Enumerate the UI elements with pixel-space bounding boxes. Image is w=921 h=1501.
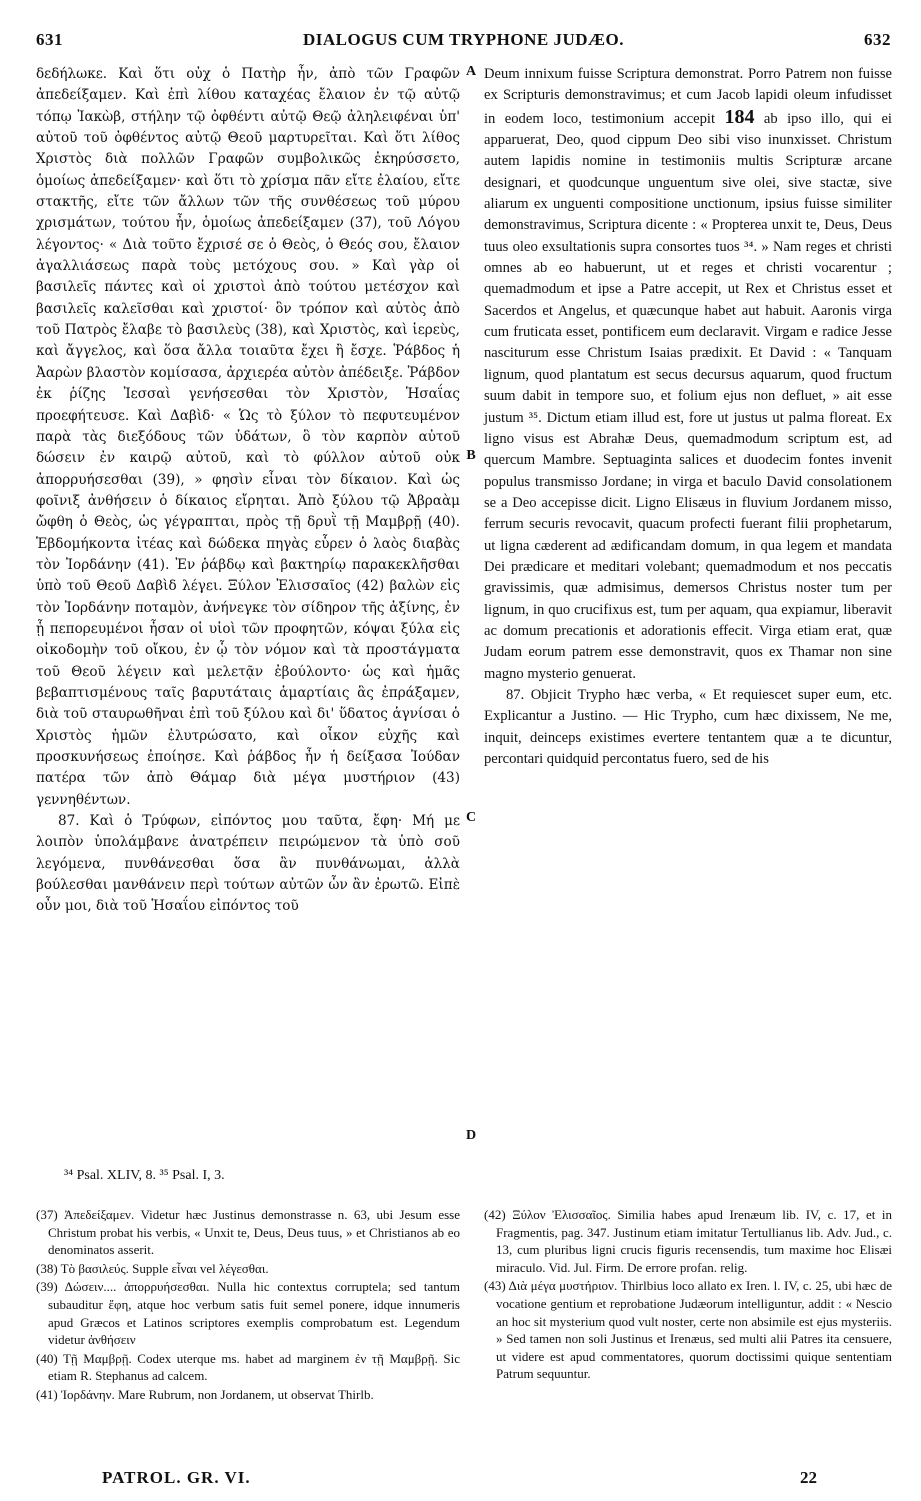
page-number-left: 631 [36, 30, 63, 49]
original-page-marker: 184 [724, 105, 755, 128]
footnote: (42) Ξύλον Ἐλισσαῖος. Similia habes apud Irenæum lib. IV, c. 17, et in Fragmentis, pag. 347. Justinum etiam imitatur Tertullianus lib. Adv. Jud., c. 13, cum pluribus ligni crucis figuris recensendis, tum maxime hoc Elisæi miraculo. Vid. Jul. Firm. De errore profan. relig. [484, 1207, 892, 1275]
footnote: (38) Τὸ βασιλεύς. Supple εἶναι vel λέγεσθαι. [36, 1260, 269, 1276]
footer-signature: 22 [800, 1468, 817, 1487]
margin-marker-a: A [465, 64, 477, 79]
margin-marker-c: C [465, 810, 477, 825]
footnote: (40) Τῇ Μαμβρῇ. Codex uterque ms. habet ad marginem ἐν τῇ Μαμβρῇ. Sic etiam R. Stephanus ad calcem. [36, 1350, 460, 1384]
footnote: (39) Δώσειν.... ἀπορρυήσεσθαι. Nulla hic contextus corruptela; sed tantum subauditur ἔφη, atque hoc verbum satis fuit semel ponere, idque innumeris apud Græcos et Latinos scriptores exemplis comprobatum est. Legendum videtur ἀνθήσειν [36, 1279, 460, 1348]
latin-paragraph: Deum innixum fuisse Scriptura demonstrat. Porro Patrem non fuisse ex Scripturis demonstravimus; et cum Jacob lapidi oleum infudisset in eodem loco, testimonium accepit 184 ab ipso illo, qui ei apparuerat, Deo, quod cippum Deo sibi viso inunxisset. Christum autem lapidis nomine in testimoniis multis Scripturæ arcane designari, et quodcunque unguentum sive olei, sive stactæ, sive aliarum ex unguenti compositione unctionum, ipsius fuisse similiter demonstravimus, Scriptura dicente : « Propterea unxit te, Deus, Deus tuus oleo exsultationis supra consortes tuos ³⁴. » Nam reges et christi omnes ab eo habuerunt, ut et reges et christi vocarentur ; quemadmodum et ipse a Patre accepit, ut Rex et Christus esset et Sacerdos et Angelus, et quæcunque habet aut habuit. Aaronis virga cum fruticata esset, pontificem eum declaravit. Virgam e radice Jesse nasciturum esse Christum Isaias prædixit. Et David : « Tanquam lignum, quod plantatum est secus decursus aquarum, quod fructum suum dabit in tempore suo, et folium ejus non defluet, » ait esse justum ³⁵. Dictum etiam illud est, fore ut justus ut palma floreat. Ex ligno visus est Abrahæ Deus, quemadmodum scriptum est, ad quercum Mambre. Septuaginta salices et duodecim fontes invenit populus transmisso Jordane; in virga et baculo David consolationem se a Deo accepisse dicit. Ligno Elisæus in fluvium Jordanem misso, ferrum securis revocavit, quacum profecti fuerant filii prophetarum, ut ligna cæderent ad ædificandam domum, in qua legem et mandata Dei prædicare et meditari volebant; quemadmodum et nos peccatis gravissimis, quæ admisimus, demersos Christus noster tum per lignum, in quo crucifixus est, tum per aquam, qua expiamur, liberavit ac domum precationis et adorationis effecit. Virga etiam erat, quæ Judam eorum patrem esse demonstravit, quos ex Thamar non sine magno mysterio genuerat. [484, 66, 892, 682]
running-title: DIALOGUS CUM TRYPHONE JUDÆO. [303, 30, 624, 49]
page-header [36, 30, 891, 60]
margin-marker-d: D [465, 1128, 477, 1143]
latin-text-column [484, 64, 892, 770]
greek-text-column [36, 64, 460, 918]
greek-paragraph: δεδήλωκε. Καὶ ὅτι οὐχ ὁ Πατὴρ ἦν, ἀπὸ τῶν Γραφῶν ἀπεδείξαμεν. Καὶ ἐπὶ λίθου καταχέας ἔλαιον ἐν τῷ αὐτῷ τόπῳ Ἰακὼβ, στήλην τῷ ὀφθέντι αὐτῷ Θεῷ ἀληλειφέναι ὑπ' αὐτοῦ τοῦ ὀφθέντος αὐτῷ Θεοῦ μαρτυρεῖται. Καὶ ὅτι λίθος Χριστὸς διὰ πολλῶν Γραφῶν συμβολικῶς ἐκηρύσσετο, ὁμοίως ἀπεδείξαμεν· καὶ ὅτι τὸ χρίσμα πᾶν εἴτε ἐλαίου, εἴτε στακτῆς, εἴτε τῶν ἄλλων τῶν τῆς συνθέσεως τοῦ μύρου χρισμάτων, τούτου ἦν, ὁμοίως ἀπεδείξαμεν (37), τοῦ Λόγου λέγοντος· « Διὰ τοῦτο ἔχρισέ σε ὁ Θεὸς, ὁ Θεός σου, ἔλαιον ἀγαλλιάσεως παρὰ τοὺς μετόχους σου. » Καὶ γὰρ οἱ βασιλεῖς πάντες καὶ οἱ χριστοὶ ἀπὸ τούτου μετέσχον καὶ βασιλεῖς καλεῖσθαι καὶ χριστοί· ὃν τρόπον καὶ αὐτὸς ἀπὸ τοῦ Πατρὸς ἔλαβε τὸ βασιλεὺς (38), καὶ Χριστὸς, καὶ ἱερεὺς, καὶ ἄγγελος, καὶ ὅσα ἄλλα τοιαῦτα ἔχει ἢ ἔσχε. Ῥάβδος ἡ Ἀαρὼν βλαστὸν κομίσασα, ἀρχιερέα αὐτὸν ἀπέδειξε. Ῥάβδον ἐκ ῥίζης Ἰεσσαὶ γενήσεσθαι τὸν Χριστὸν, Ἡσαΐας προεφήτευσε. Καὶ Δαβὶδ· « Ὡς τὸ ξύλον τὸ πεφυτευμένον παρὰ τὰς διεξόδους τῶν ὑδάτων, ὃ τὸν καρπὸν αὐτοῦ δώσειν ἐν καιρῷ αὐτοῦ, καὶ τὸ φύλλον αὐτοῦ οὐκ ἀπορρυήσεσθαι (39), » φησὶν εἶναι τὸν δίκαιον. Καὶ ὡς φοῖνιξ ἀνθήσειν ὁ δίκαιος εἴρηται. Ἀπὸ ξύλου τῷ Ἀβραὰμ ὤφθη ὁ Θεὸς, ὡς γέγραπται, πρὸς τῇ δρυῒ τῇ Μαμβρῇ (40). Ἑβδομήκοντα ἰτέας καὶ δώδεκα πηγὰς εὗρεν ὁ λαὸς διαβὰς τὸν Ἰορδάνην (41). Ἐν ῥάβδῳ καὶ βακτηρίῳ παρακεκλῆσθαι ὑπὸ τοῦ Θεοῦ Δαβὶδ λέγει. Ξύλον Ἐλισσαῖος (42) βαλὼν εἰς τὸν Ἰορδάνην ποταμὸν, ἀνήνεγκε τὸν σίδηρον τῆς ἀξίνης, ἐν ᾗ πεπορευμένοι ἦσαν οἱ υἱοὶ τῶν προφητῶν, κόψαι ξύλα εἰς οἰκοδομὴν τοῦ οἴκου, ἐν ᾧ τὸν νόμον καὶ τὰ προστάγματα τοῦ Θεοῦ λέγειν καὶ μελετᾷν ἐβούλοντο· ὡς καὶ ἡμᾶς βεβαπτισμένους ταῖς βαρυτάταις ἁμαρτίαις ἃς ἐπράξαμεν, διὰ τοῦ σταυρωθῆναι ἐπὶ τοῦ ξύλου καὶ δι' ὕδατος ἁγνίσαι ὁ Χριστὸς ἡμῶν ἐλυτρώσατο, καὶ οἶκον εὐχῆς καὶ προσκυνήσεως ἐποίησε. Καὶ ῥάβδος ἦν ἡ δείξασα Ἰούδαν πατέρα τῶν ἀπὸ Θάμαρ διὰ μέγα μυστήριον (43) γεννηθέντων. [36, 66, 460, 808]
greek-paragraph: 87. Καὶ ὁ Τρύφων, εἰπόντος μου ταῦτα, ἔφη· Μή με λοιπὸν ὑπολάμβανε ἀνατρέπειν πειρώμενον τὰ ὑπὸ σοῦ λεγόμενα, πυνθάνεσθαι ὅσα ἂν πυνθάνωμαι, ἀλλὰ βούλεσθαι μανθάνειν περὶ τούτων αὐτῶν ὧν ἂν ἐρωτῶ. Εἰπὲ οὖν μοι, διὰ τοῦ Ἡσαΐου εἰπόντος τοῦ [36, 813, 460, 915]
footnotes-right [484, 1206, 892, 1384]
footnote: (37) Ἀπεδείξαμεν. Videtur hæc Justinus demonstrasse n. 63, ubi Jesum esse Christum probat his verbis, « Unxit te, Deus, Deus tuus, » et Christianos ab eo denominatos asserit. [36, 1207, 460, 1258]
footnote: (41) Ἰορδάνην. Mare Rubrum, non Jordanem, ut observat Thirlb. [36, 1386, 374, 1402]
footnote: (43) Διὰ μέγα μυστήριον. Thirlbius loco allato ex Iren. l. IV, c. 25, ubi hæc de vocatione gentium et reprobatione Judæorum intelliguntur, addit : « Nescio an hoc sit mysterium quod vult noster, certe non absimile est ejus mysteriis. » Sed tamen non soli Justinus et Irenæus, sed multi alii Patres ita censuere, ut videre est apud commentatores, quorum doctissimi quique sententiam Patrum sequuntur. [484, 1278, 892, 1382]
margin-marker-b: B [466, 448, 476, 463]
latin-paragraph: 87. Objicit Trypho hæc verba, « Et requiescet super eum, etc. Explicantur a Justino. — Hic Trypho, cum hæc dixissem, Ne me, inquit, deinceps existimes evertere tentantem quæ a te dicuntur, percontari quidquid percontatus fuero, sed de his [484, 686, 892, 767]
page-number-right: 632 [864, 30, 891, 49]
footnotes-left [36, 1206, 460, 1405]
scripture-references: ³⁴ Psal. XLIV, 8. ³⁵ Psal. I, 3. [64, 1168, 225, 1183]
footer-series: PATROL. GR. VI. [102, 1468, 251, 1487]
